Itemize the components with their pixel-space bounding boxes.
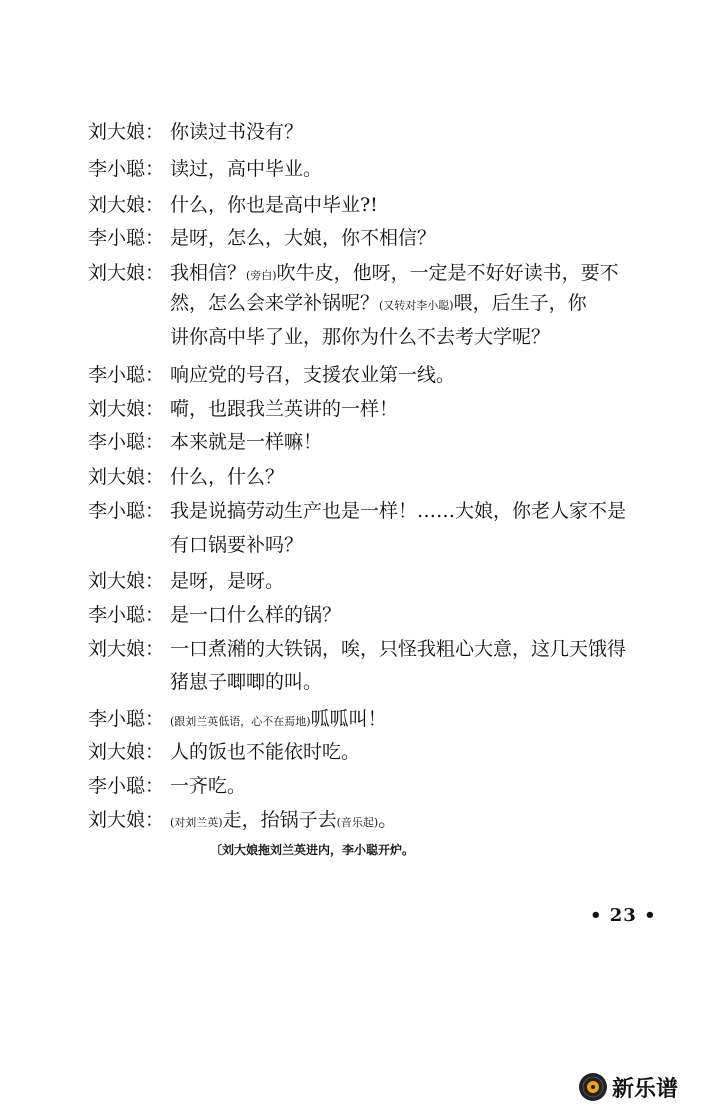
- dialogue-text: 我是说搞劳动生产也是一样！……大娘，你老人家不是: [170, 500, 627, 522]
- record-icon: [578, 1072, 608, 1102]
- dialogue-line: [88, 803, 648, 837]
- speaker-name: 刘大娘：: [88, 741, 165, 763]
- dialogue-text: 猪崽子唧唧的叫。: [170, 671, 323, 693]
- dialogue-text: 什么，什么？: [170, 466, 285, 488]
- dialogue-text: 什么，你也是高中毕业?!: [170, 194, 378, 216]
- stage-aside: (跟刘兰英低语，心不在焉地): [170, 715, 311, 728]
- dialogue-text: 讲你高中毕了业，那你为什么不去考大学呢？: [170, 326, 551, 348]
- dialogue-continuation: [170, 665, 650, 699]
- speaker-name: 李小聪：: [88, 364, 165, 386]
- dialogue-text: 吹牛皮，他呀，一定是不好好读书，要不: [276, 262, 619, 284]
- dialogue-text: 一齐吃。: [170, 775, 247, 797]
- speaker-name: 刘大娘：: [88, 262, 165, 284]
- watermark-logo: [578, 1070, 678, 1104]
- dialogue-line: [88, 598, 648, 632]
- dialogue-text: 人的饭也不能依时吃。: [170, 741, 361, 763]
- speaker-name: 李小聪：: [88, 708, 165, 730]
- speaker-name: 刘大娘：: [88, 194, 165, 216]
- speaker-name: 刘大娘：: [88, 398, 165, 420]
- dialogue-continuation: [170, 320, 650, 354]
- dialogue-text: 嗬，也跟我兰英讲的一样！: [170, 398, 399, 420]
- speaker-name: 李小聪：: [88, 158, 165, 180]
- dialogue-line: [88, 460, 648, 494]
- dialogue-continuation: [170, 286, 650, 320]
- stage-aside: (音乐起): [336, 816, 379, 829]
- dialogue-text: 呱呱叫！: [310, 708, 387, 730]
- dialogue-line: [88, 494, 648, 528]
- page-number: • 23 •: [590, 905, 657, 926]
- speaker-name: 刘大娘：: [88, 466, 165, 488]
- dialogue-text: 有口锅要补吗？: [170, 534, 304, 556]
- dialogue-line: [88, 115, 648, 149]
- speaker-name: 刘大娘：: [88, 570, 165, 592]
- dialogue-text: 。: [378, 809, 398, 831]
- dialogue-text: 我相信？: [170, 262, 247, 284]
- dialogue-text: 走，抬锅子去: [222, 809, 337, 831]
- dialogue-line: [88, 425, 648, 459]
- dialogue-text: 你读过书没有？: [170, 121, 304, 143]
- stage-direction: 〔刘大娘拖刘兰英进内，李小聪开炉。: [210, 843, 415, 857]
- dialogue-line: [88, 632, 648, 666]
- stage-aside: (对刘兰英): [170, 816, 223, 829]
- speaker-name: 李小聪：: [88, 775, 165, 797]
- speaker-name: 李小聪：: [88, 604, 165, 626]
- dialogue-text: 是一口什么样的锅？: [170, 604, 342, 626]
- dialogue-line: [88, 702, 648, 736]
- dialogue-line: [88, 735, 648, 769]
- dialogue-text: 是呀，是呀。: [170, 570, 285, 592]
- speaker-name: 刘大娘：: [88, 121, 165, 143]
- dialogue-line: [88, 769, 648, 803]
- speaker-name: 刘大娘：: [88, 809, 165, 831]
- speaker-name: 李小聪：: [88, 500, 165, 522]
- dialogue-text: 本来就是一样嘛！: [170, 431, 323, 453]
- dialogue-line: [88, 256, 648, 290]
- dialogue-text: 一口煮潲的大铁锅，唉，只怪我粗心大意，这几天饿得: [170, 638, 627, 660]
- dialogue-text: 响应党的号召，支援农业第一线。: [170, 364, 456, 386]
- speaker-name: 李小聪：: [88, 431, 165, 453]
- speaker-name: 刘大娘：: [88, 638, 165, 660]
- dialogue-line: [88, 392, 648, 426]
- dialogue-continuation: [170, 528, 650, 562]
- dialogue-text: 是呀，怎么，大娘，你不相信？: [170, 227, 437, 249]
- dialogue-line: [88, 152, 648, 186]
- dialogue-line: [88, 564, 648, 598]
- dialogue-text: 然，怎么会来学补锅呢？: [170, 292, 380, 314]
- stage-aside: (又转对李小聪): [379, 299, 454, 312]
- dialogue-line: [88, 221, 648, 255]
- watermark-text: 新乐谱: [612, 1076, 679, 1102]
- dialogue-text: 喂，后生子，你: [453, 292, 587, 314]
- dialogue-line: [88, 188, 648, 222]
- dialogue-line: [88, 358, 648, 392]
- dialogue-text: 读过，高中毕业。: [170, 158, 323, 180]
- speaker-name: 李小聪：: [88, 227, 165, 249]
- stage-aside: (旁白): [246, 269, 277, 282]
